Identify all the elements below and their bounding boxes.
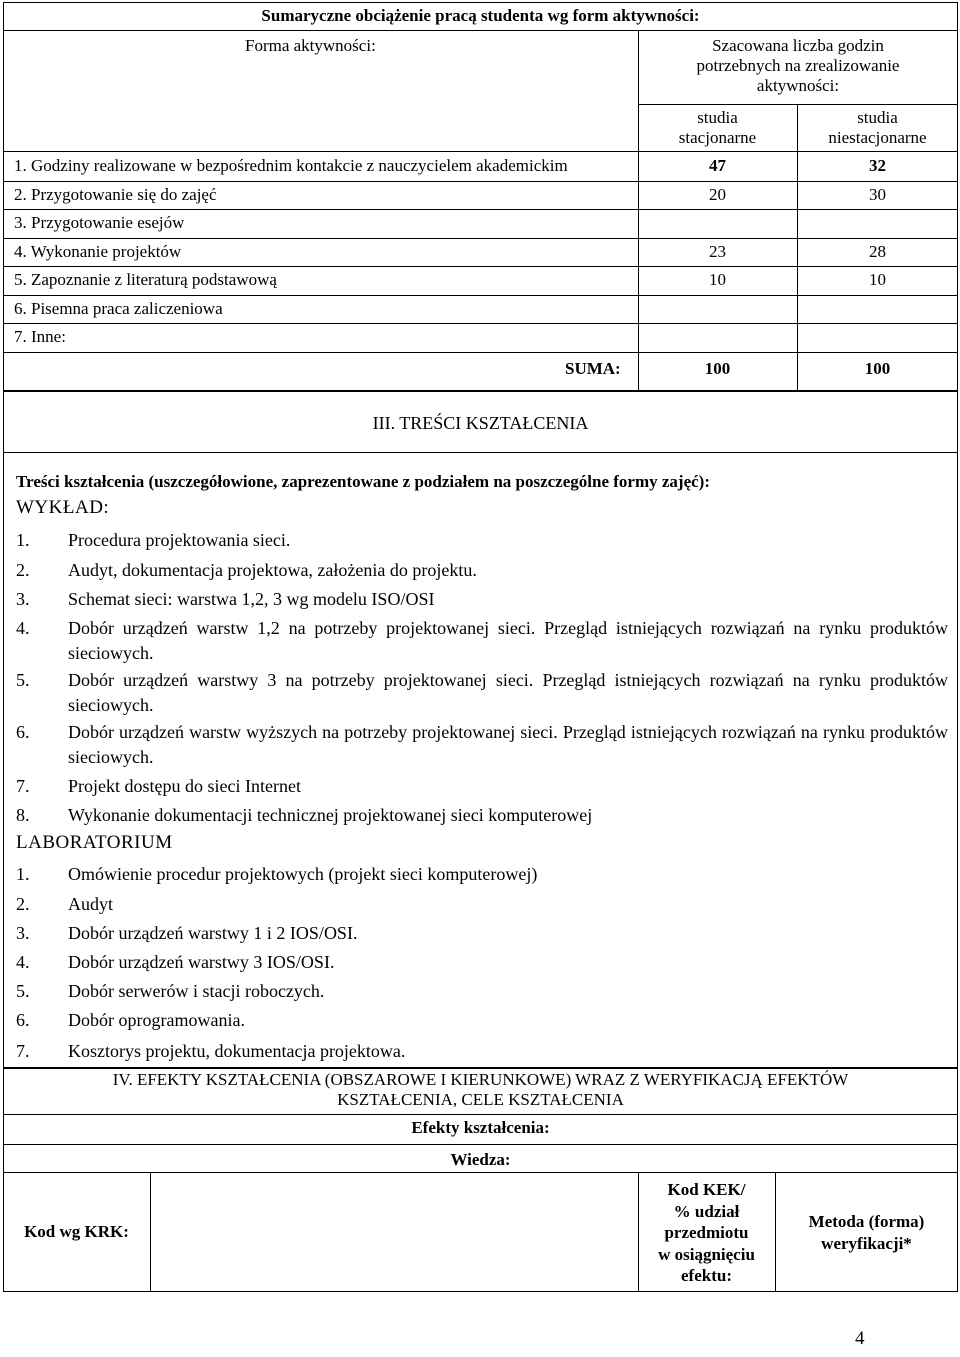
lecture-heading: WYKŁAD: xyxy=(16,497,110,518)
workload-row-label: 4. Wykonanie projektów xyxy=(14,242,182,261)
workload-row-label: 5. Zapoznanie z literaturą podstawową xyxy=(14,270,277,289)
workload-row-niestac: 30 xyxy=(869,185,886,204)
workload-row-stac: 23 xyxy=(709,242,726,261)
page-number: 4 xyxy=(855,1328,865,1349)
workload-row-label: 3. Przygotowanie esejów xyxy=(14,213,185,232)
col-kek-header: Kod KEK/ % udział przedmiotu w osiągnięciu efektu: xyxy=(658,1180,755,1285)
workload-row-label: 2. Przygotowanie się do zajęć xyxy=(14,185,217,204)
sum-niestac: 100 xyxy=(864,359,891,378)
col-hours-header: Szacowana liczba godzin potrzebnych na zrealizowanie aktywności: xyxy=(696,36,900,95)
section-title: III. TREŚCI KSZTAŁCENIA xyxy=(372,413,589,433)
lab-heading: LABORATORIUM xyxy=(16,832,173,853)
workload-row-niestac: 10 xyxy=(869,270,886,289)
col-niestacjonarne-header: studia niestacjonarne xyxy=(828,108,927,147)
effects-title: IV. EFEKTY KSZTAŁCENIA (OBSZAROWE I KIERUNKOWE) WRAZ Z WERYFIKACJĄ EFEKTÓW KSZTAŁCENIA, CELE KSZTAŁCENIA xyxy=(112,1070,849,1109)
workload-row-niestac: 28 xyxy=(869,242,886,261)
workload-row-stac: 47 xyxy=(709,156,726,175)
col-method-header: Metoda (forma) weryfikacji* xyxy=(808,1212,925,1253)
workload-row-label: 1. Godziny realizowane w bezpośrednim kontakcie z nauczycielem akademickim xyxy=(14,156,568,175)
lecture-list: 1. Procedura projektowania sieci. 2. Audyt, dokumentacja projektowa, założenia do projektu. 3. Schemat sieci: warstwa 1,2, 3 wg modelu ISO/OSI 4. Dobór urządzeń warstw 1,2 na potrzeby projektowanej sieci. Przegląd istniejących rozwiązań na rynku produktów sieciowych. 5. Dobór urządzeń warstwy 3 na potrzeby projektowanej sieci. Przegląd istniejących rozwiązań na rynku produktów sieciowych. 6. Dobór urządzeń warstw wyższych na potrzeby projektowanej sieci. Przegląd istniejących rozwiązań na rynku produktów sieciowych. 7. Projekt dostępu do sieci Internet 8. Wykonanie dokumentacji technicznej projektowanej sieci komputerowej xyxy=(16,530,948,825)
sum-label: SUMA: xyxy=(565,359,621,378)
workload-title: Sumaryczne obciążenie pracą studenta wg form aktywności: xyxy=(261,6,700,25)
workload-row-stac: 20 xyxy=(709,185,726,204)
workload-row-label: 6. Pisemna praca zaliczeniowa xyxy=(14,299,223,318)
workload-row-label: 7. Inne: xyxy=(14,327,66,346)
col-form-header: Forma aktywności: xyxy=(245,36,376,55)
content-intro: Treści kształcenia (uszczegółowione, zaprezentowane z podziałem na poszczególne formy zajęć): xyxy=(16,472,710,491)
effects-subtitle: Efekty kształcenia: xyxy=(411,1118,550,1137)
workload-row-stac: 10 xyxy=(709,270,726,289)
col-stacjonarne-header: studia stacjonarne xyxy=(678,108,757,147)
lab-list: 1. Omówienie procedur projektowych (projekt sieci komputerowej) 2. Audyt 3. Dobór urządzeń warstwy 1 i 2 IOS/OSI. 4. Dobór urządzeń warstwy 3 IOS/OSI. 5. Dobór serwerów i stacji roboczych. 6. Dobór oprogramowania. 7. Kosztorys projektu, dokumentacja projektowa. xyxy=(16,864,538,1061)
workload-row-niestac: 32 xyxy=(869,156,886,175)
knowledge-heading: Wiedza: xyxy=(450,1150,511,1169)
sum-stac: 100 xyxy=(704,359,731,378)
col-krk-header: Kod wg KRK: xyxy=(24,1222,129,1241)
